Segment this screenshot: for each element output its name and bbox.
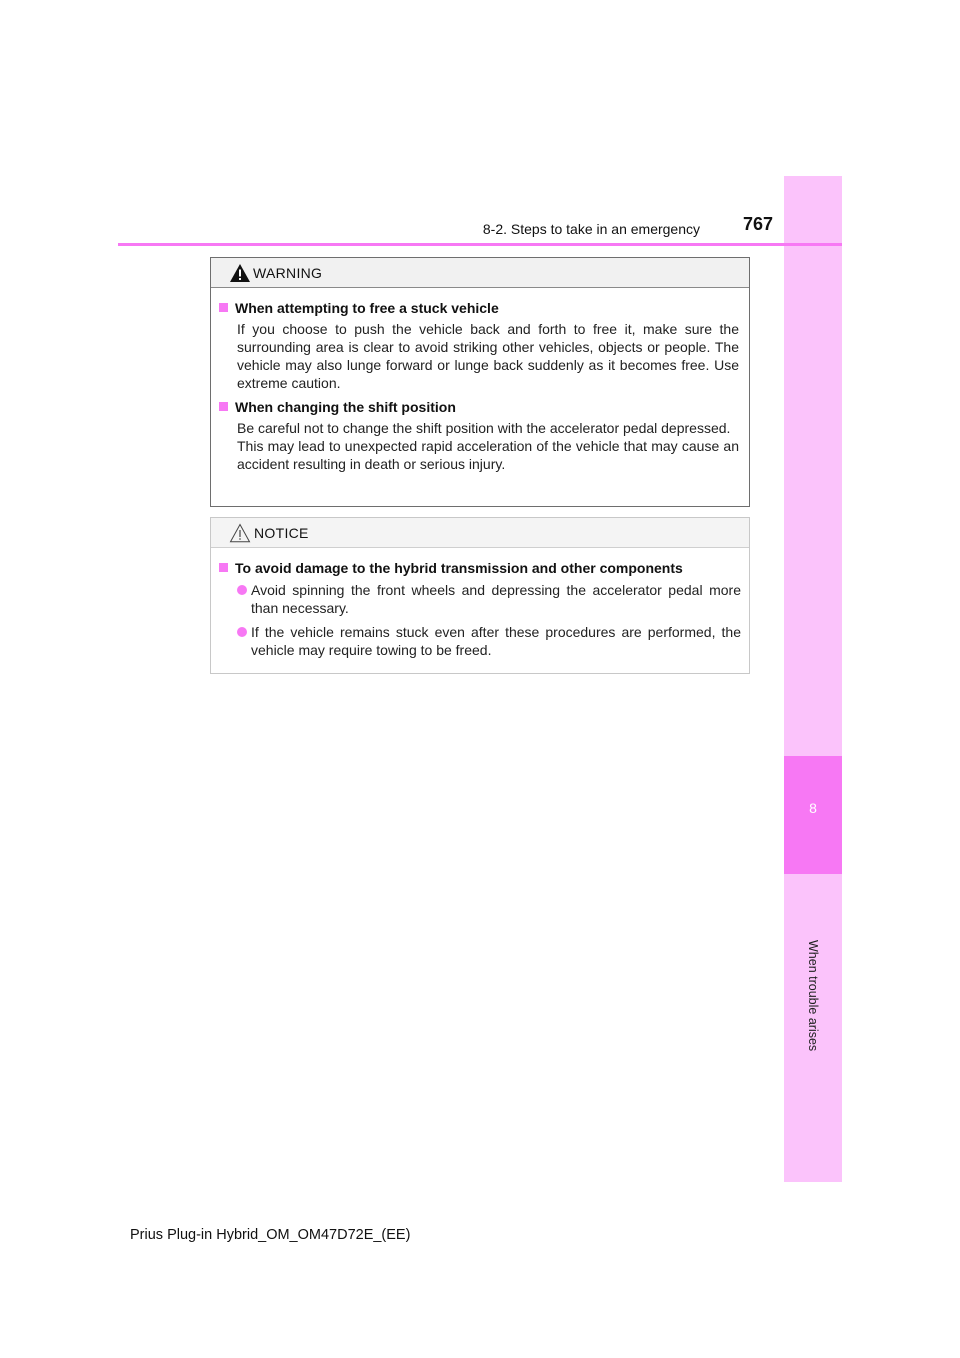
warning-item bbox=[219, 398, 741, 473]
notice-label: NOTICE bbox=[254, 525, 309, 541]
notice-bullet-text: Avoid spinning the front wheels and depressing the accelerator pedal more than necessary. bbox=[251, 582, 741, 616]
round-bullet-icon bbox=[237, 627, 247, 637]
notice-bullet-text: If the vehicle remains stuck even after these procedures are performed, the vehicle may require towing to be freed. bbox=[251, 624, 741, 658]
warning-label: WARNING bbox=[253, 265, 323, 281]
warning-item-title bbox=[219, 299, 741, 317]
warning-header bbox=[211, 258, 749, 288]
warning-item-title bbox=[219, 398, 741, 416]
notice-box bbox=[210, 517, 750, 674]
notice-title-text: To avoid damage to the hybrid transmission and other components bbox=[235, 560, 683, 576]
round-bullet-icon bbox=[237, 585, 247, 595]
warning-item bbox=[219, 299, 741, 392]
notice-bullet bbox=[219, 623, 741, 659]
page-number: 767 bbox=[742, 214, 773, 234]
document-id: Prius Plug-in Hybrid_OM_OM47D72E_(EE) bbox=[130, 1227, 411, 1243]
chapter-title: When trouble arises bbox=[806, 940, 820, 1052]
header-rule bbox=[118, 243, 842, 246]
square-bullet-icon bbox=[219, 303, 228, 312]
notice-bullet bbox=[219, 581, 741, 617]
notice-header bbox=[211, 518, 749, 548]
square-bullet-icon bbox=[219, 402, 228, 411]
section-title: 8-2. Steps to take in an emergency bbox=[482, 221, 700, 237]
warning-item-text: If you choose to push the vehicle back and forth to free it, make sure the surrounding area is clear to avoid striking other vehicles, objects or people. The vehicle may also lunge forward or lunge back suddenly as it becomes free. Use extreme caution. bbox=[237, 321, 739, 391]
warning-icon bbox=[229, 263, 251, 283]
warning-item-text: Be careful not to change the shift position with the accelerator pedal depressed. bbox=[237, 420, 731, 436]
square-bullet-icon bbox=[219, 563, 228, 572]
warning-item-text: This may lead to unexpected rapid acceleration of the vehicle that may cause an accident resulting in death or serious injury. bbox=[237, 438, 739, 472]
warning-item-title-text: When attempting to free a stuck vehicle bbox=[235, 300, 499, 316]
warning-body bbox=[211, 288, 749, 473]
chapter-number: 8 bbox=[809, 800, 817, 816]
warning-box bbox=[210, 257, 750, 507]
notice-title bbox=[219, 559, 741, 577]
caution-icon bbox=[229, 523, 251, 543]
notice-body bbox=[211, 548, 749, 659]
warning-item-title-text: When changing the shift position bbox=[235, 399, 456, 415]
